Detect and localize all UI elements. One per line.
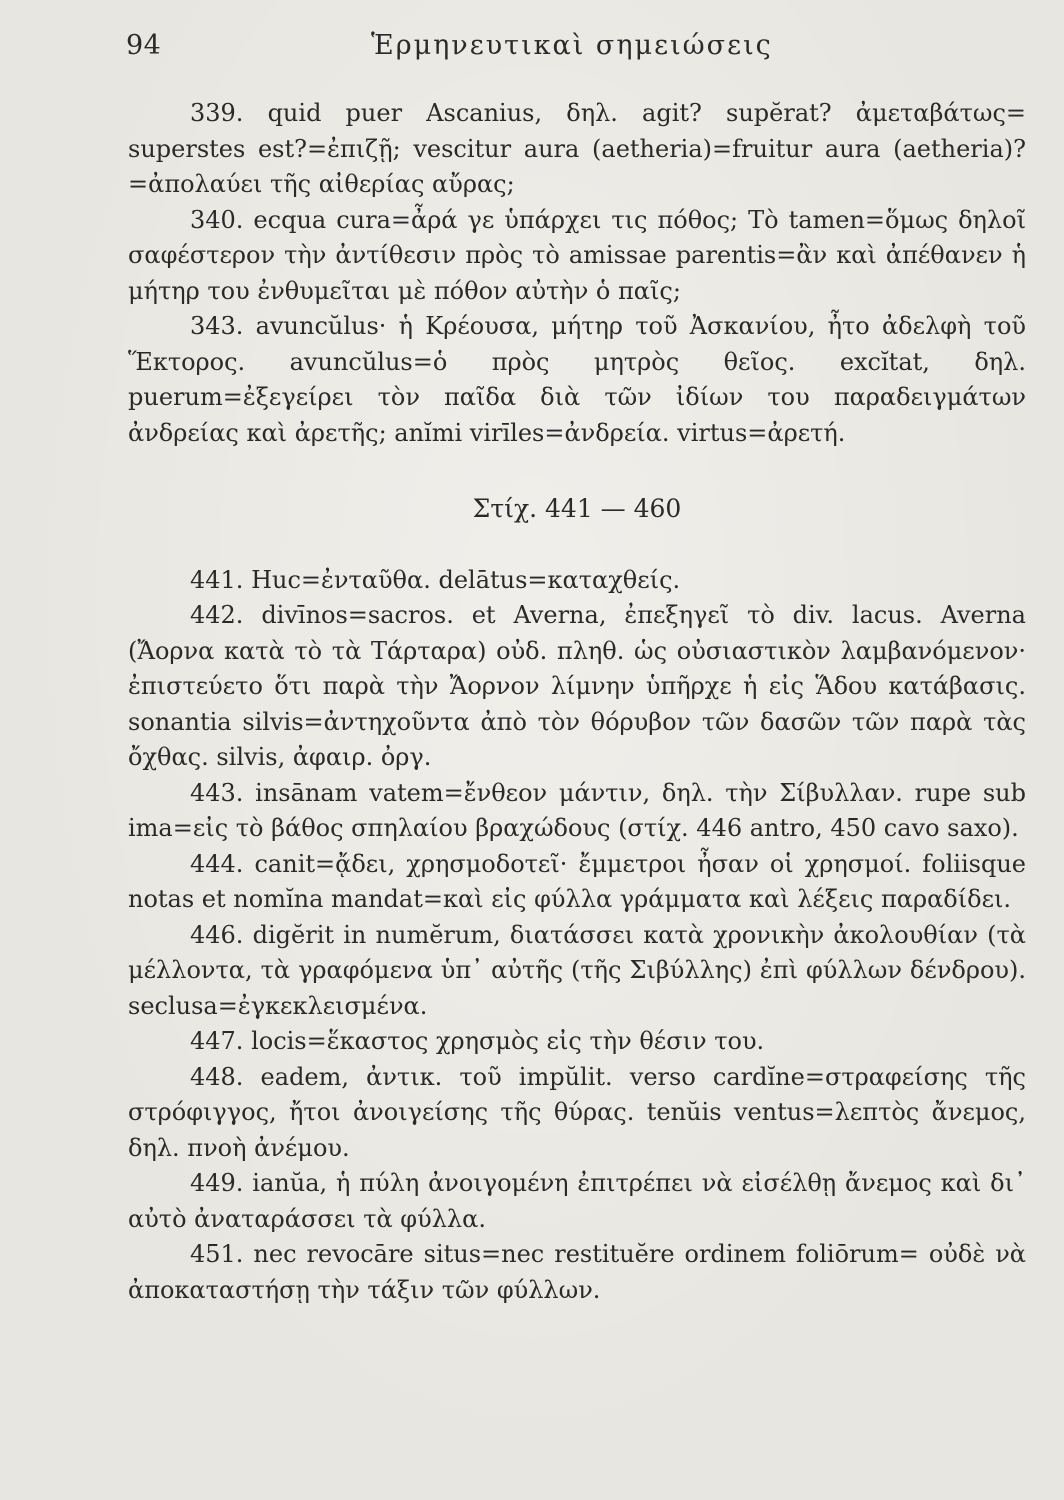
note-443: 443. insānam vatem=ἔνθεον μάντιν, δηλ. τὴν Σίβυλλαν. rupe sub ima=εἰς τὸ βάθος σπηλαίου βραχώδους (στίχ. 446 antro, 450 cavo saxo). (128, 778, 1026, 842)
note-451: 451. nec revocāre situs=nec restituĕre ordinem foliōrum= οὐδὲ νὰ ἀποκαταστήσῃ τὴν τάξιν τῶν φύλλων. (128, 1240, 1026, 1304)
section-heading: Στίχ. 441 — 460 (472, 494, 682, 523)
commentary-text (128, 96, 1026, 1308)
note-444: 444. canit=ᾄδει, χρησμοδοτεῖ· ἔμμετροι ἦσαν οἱ χρησμοί. foliisque notas et nomĭna mandat=καὶ εἰς φύλλα γράμματα καὶ λέξεις παραδίδει. (128, 849, 1026, 913)
note-442: 442. divīnos=sacros. et Averna, ἐπεξηγεῖ τὸ div. lacus. Averna (Ἄορνα κατὰ τὸ τὰ Τάρταρα) οὐδ. πληθ. ὡς οὐσιαστικὸν λαμβανόμενον· ἐπιστεύετο ὅτι παρὰ τὴν Ἄορνον λίμνην ὑπῆρχε ἡ εἰς Ἅδου κατάβασις. sonantia silvis=ἀντηχοῦντα ἀπὸ τὸν θόρυβον τῶν δασῶν τῶν παρὰ τὰς ὄχθας. silvis, ἀφαιρ. ὀργ. (128, 601, 1026, 771)
page-number: 94 (126, 30, 162, 61)
note-339: 339. quid puer Ascanius, δηλ. agit? supĕrat? ἀμεταβάτως= superstes est?=ἐπιζῇ; vescitur aura (aetheria)=fruitur aura (aetheria)?=ἀπολαύει τῆς αἰθερίας αὔρας; (128, 99, 1026, 198)
page-header (126, 30, 906, 74)
note-340: 340. ecqua cura=ἆρά γε ὑπάρχει τις πόθος; Τὸ tamen=ὅμως δηλοῖ σαφέστερον τὴν ἀντίθεσιν πρὸς τὸ amissae parentis=ἂν καὶ ἀπέθανεν ἡ μήτηρ του ἐνθυμεῖται μὲ πόθον αὐτὴν ὁ παῖς; (128, 205, 1026, 305)
running-title: Ἑρμηνευτικαὶ σημειώσεις (371, 30, 773, 61)
note-441: 441. Huc=ἐνταῦθα. delātus=καταχθείς. (190, 565, 681, 594)
note-447: 447. locis=ἕκαστος χρησμὸς εἰς τὴν θέσιν του. (190, 1027, 765, 1055)
note-446: 446. digĕrit in numĕrum, διατάσσει κατὰ χρονικὴν ἀκολουθίαν (τὰ μέλλοντα, τὰ γραφόμενα ὑπ᾽ αὐτῆς (τῆς Σιβύλλης) ἐπὶ φύλλων δένδρου). seclusa=ἐγκεκλεισμένα. (128, 920, 1026, 1020)
note-448: 448. eadem, ἀντικ. τοῦ impŭlit. verso cardĭne=στραφείσης τῆς στρόφιγγος, ἤτοι ἀνοιγείσης τῆς θύρας. tenŭis ventus=λεπτὸς ἄνεμος, δηλ. πνοὴ ἀνέμου. (128, 1062, 1026, 1162)
note-449: 449. ianŭa, ἡ πύλη ἀνοιγομένη ἐπιτρέπει νὰ εἰσέλθῃ ἄνεμος καὶ δι᾽ αὐτὸ ἀναταράσσει τὰ φύλλα. (128, 1169, 1026, 1233)
note-343: 343. avuncŭlus· ἡ Κρέουσα, μήτηρ τοῦ Ἀσκανίου, ἦτο ἀδελφὴ τοῦ Ἕκτορος. avuncŭlus=ὁ πρὸς μητρὸς θεῖος. excĭtat, δηλ. puerum=ἐξεγείρει τὸν παῖδα διὰ τῶν ἰδίων του παραδειγμάτων ἀνδρείας καὶ ἀρετῆς; anĭmi virīles=ἀνδρεία. virtus=ἀρετή. (128, 312, 1026, 447)
